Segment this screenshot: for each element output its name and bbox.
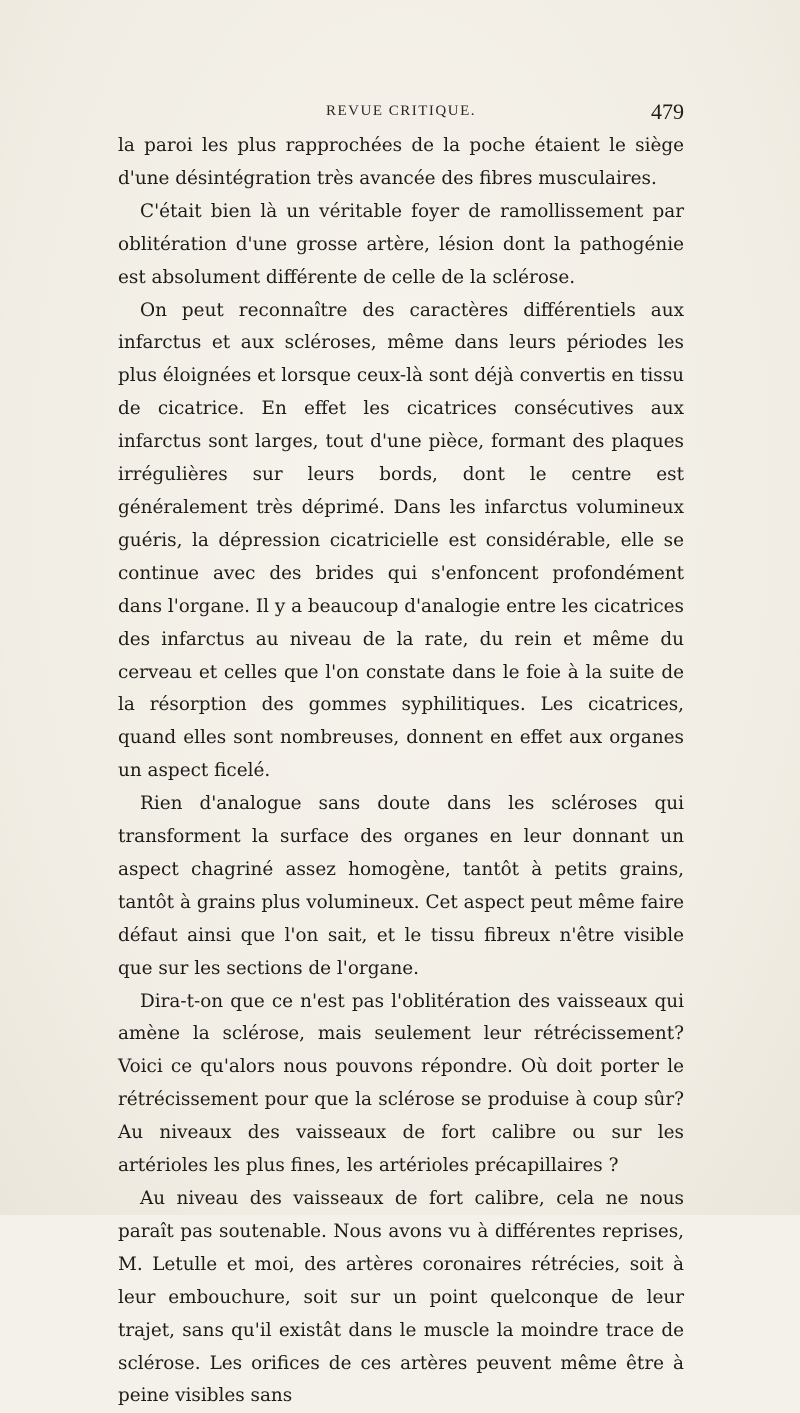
body-text — [118, 130, 684, 1413]
running-head — [118, 99, 684, 131]
running-head-title: REVUE CRITIQUE. — [326, 103, 476, 119]
paragraph-6: Au niveau des vaisseaux de fort calibre, cela ne nous paraît pas soutenable. Nous avons vu à différentes reprises, M. Letulle et moi, des artères coronaires rétrécies, soit à leur embouchure, soit sur un point quelconque de leur trajet, sans qu'il existât dans le muscle la moindre trace de sclérose. Les orifices de ces artères peuvent même être à peine visibles sans — [118, 1188, 684, 1407]
paragraph-1: la paroi les plus rapprochées de la poche étaient le siège d'une désintégration très avancée des fibres musculaires. — [118, 135, 684, 189]
paragraph-2: C'était bien là un véritable foyer de ramollissement par oblitération d'une grosse artère, lésion dont la pathogénie est absolument différente de celle de la sclérose. — [118, 200, 684, 288]
paragraph-4: Rien d'analogue sans doute dans les scléroses qui transforment la surface des organes en leur donnant un aspect chagriné assez homogène, tantôt à petits grains, tantôt à grains plus volumineux. Cet aspect peut même faire défaut ainsi que l'on sait, et le tissu fibreux n'être visible que sur les sections de l'organe. — [118, 793, 684, 979]
paragraph-5: Dira-t-on que ce n'est pas l'oblitération des vaisseaux qui amène la sclérose, mais seulement leur rétrécissement? Voici ce qu'alors nous pouvons répondre. Où doit porter le rétrécissement pour que la sclérose se produise à coup sûr? Au niveaux des vaisseaux de fort calibre ou sur les artérioles les plus fines, les artérioles précapillaires ? — [118, 990, 684, 1177]
page-number: 479 — [651, 99, 684, 124]
paragraph-3: On peut reconnaître des caractères différentiels aux infarctus et aux scléroses, même dans leurs périodes les plus éloignées et lorsque ceux-là sont déjà convertis en tissu de cicatrice. En effet les cicatrices consécutives aux infarctus sont larges, tout d'une pièce, formant des plaques irrégulières sur leurs bords, dont le centre est généralement très déprimé. Dans les infarctus volumineux guéris, la dépression cicatricielle est considérable, elle se continue avec des brides qui s'enfoncent profondément dans l'organe. Il y a beaucoup d'analogie entre les cicatrices des infarctus au niveau de la rate, du rein et même du cerveau et celles que l'on constate dans le foie à la suite de la résorption des gommes syphilitiques. Les cicatrices, quand elles sont nombreuses, donnent en effet aux organes un aspect ficelé. — [118, 299, 684, 782]
